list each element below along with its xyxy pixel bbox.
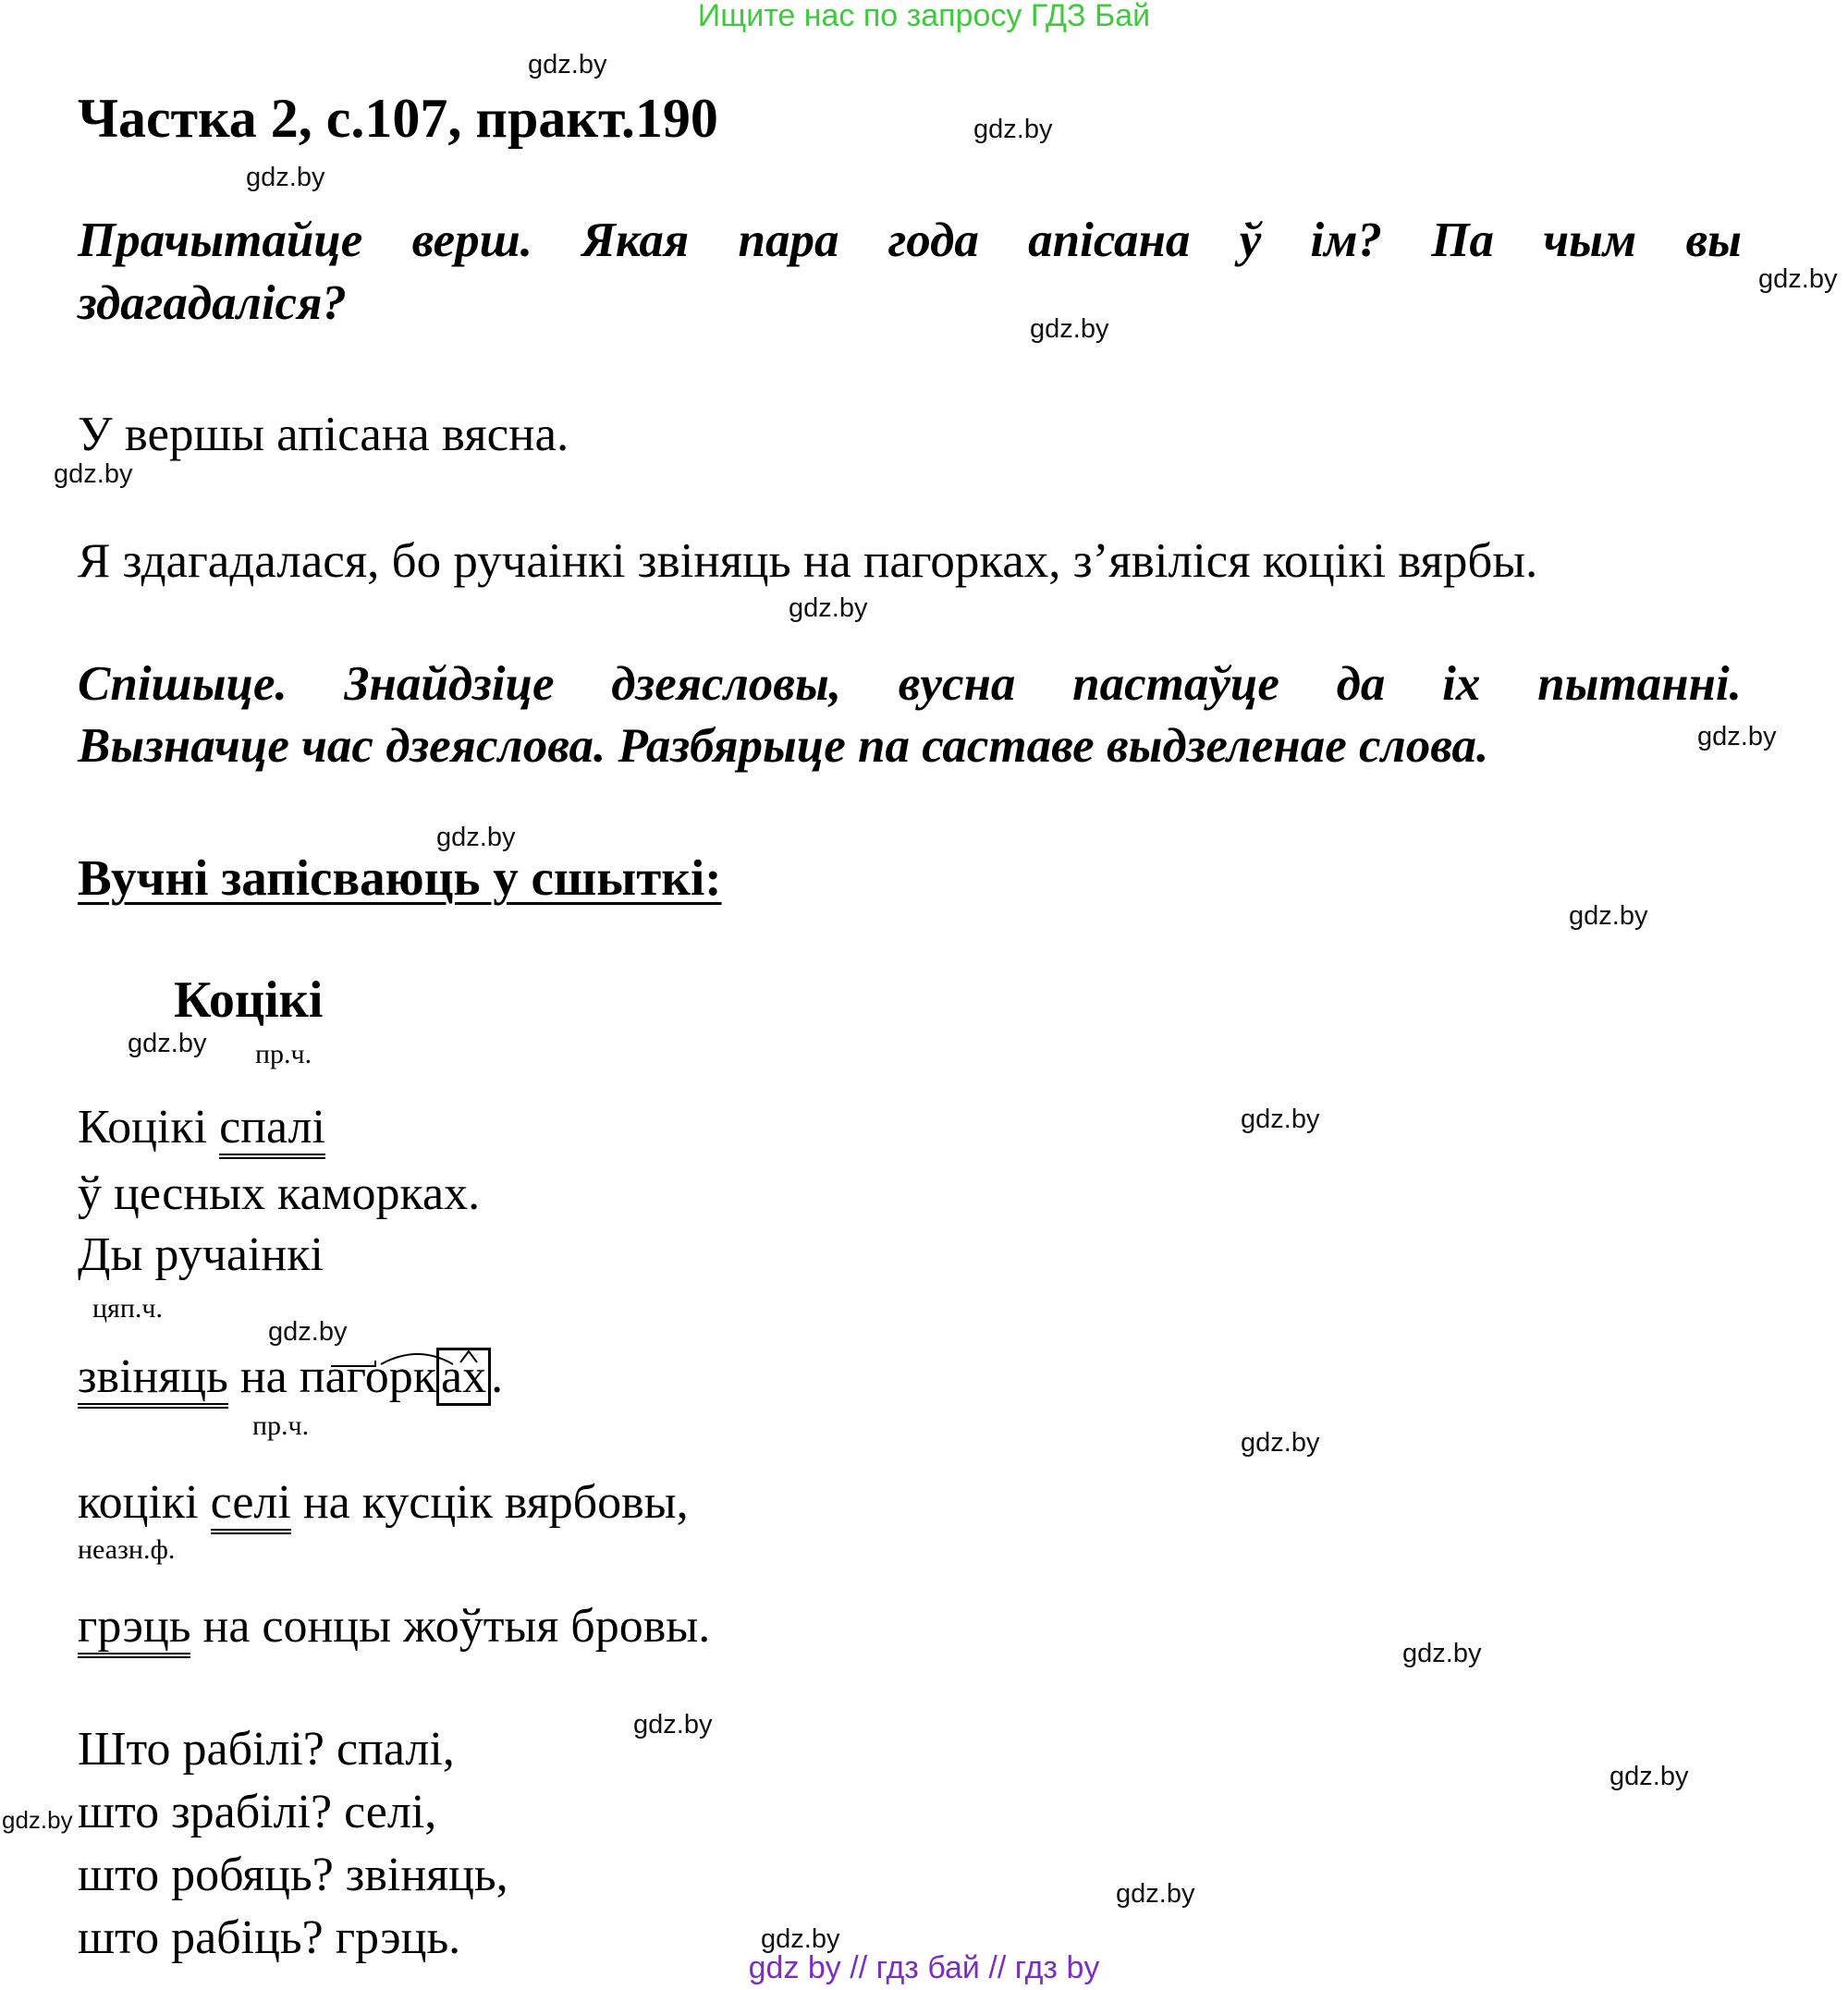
task-2-word: іх bbox=[1442, 657, 1481, 711]
poem-line-3: Ды ручаінкі bbox=[78, 1228, 324, 1281]
task-1-word: Па bbox=[1431, 214, 1495, 267]
form-note: неазн.ф. bbox=[78, 1534, 176, 1565]
task-1-word: Прачытайце bbox=[78, 214, 363, 267]
task-1-word: апісана bbox=[1028, 214, 1191, 267]
watermark: gdz.by bbox=[1758, 264, 1838, 294]
poem-line-6 bbox=[78, 1599, 710, 1658]
watermark: gdz.by bbox=[54, 459, 133, 489]
task-1-word: ім? bbox=[1310, 214, 1383, 267]
watermark: gdz.by bbox=[633, 1710, 713, 1740]
watermark: gdz.by bbox=[789, 593, 868, 623]
question-line: што робяць? звіняць, bbox=[78, 1849, 508, 1901]
task-2-word: пытанні. bbox=[1537, 657, 1742, 711]
watermark: gdz.by bbox=[528, 50, 607, 79]
task-1-word: чым bbox=[1543, 214, 1637, 267]
watermark: gdz.by bbox=[1402, 1639, 1482, 1668]
poem-text: Коцікі bbox=[78, 1101, 220, 1154]
answer-season: У вершы апісана вясна. bbox=[78, 408, 569, 461]
task-2-word: пастаўце bbox=[1072, 657, 1279, 711]
tense-note: пр.ч. bbox=[252, 1410, 310, 1441]
watermark: gdz.by bbox=[1241, 1428, 1320, 1458]
task-1-word: года bbox=[887, 214, 979, 267]
page-title: Частка 2, с.107, практ.190 bbox=[78, 88, 718, 149]
poem-line-1 bbox=[78, 1100, 325, 1159]
tense-note: цяп.ч. bbox=[92, 1293, 163, 1324]
poem-text: . bbox=[491, 1350, 504, 1403]
task-1-line-2: здагадаліся? bbox=[78, 276, 347, 330]
task-2-word: дзеясловы, bbox=[611, 657, 841, 711]
task-2-line-1 bbox=[78, 656, 1742, 712]
question-line: Што рабілі? спалі, bbox=[78, 1723, 455, 1776]
task-2-word: Знайдзіце bbox=[344, 657, 555, 711]
task-2-word: Спішыце. bbox=[78, 657, 288, 711]
task-2-word: вусна bbox=[898, 657, 1016, 711]
watermark: gdz.by bbox=[1116, 1879, 1195, 1909]
watermark: gdz.by bbox=[1030, 314, 1109, 344]
footer-links[interactable]: gdz by // гдз бай // гдз by bbox=[748, 1950, 1100, 1985]
poem-line-5 bbox=[78, 1475, 689, 1534]
tense-note: пр.ч. bbox=[255, 1039, 312, 1069]
poem-title: Коцікі bbox=[174, 971, 324, 1029]
ending-box: ах bbox=[436, 1348, 491, 1406]
watermark: gdz.by bbox=[128, 1029, 207, 1058]
poem-text: на кусцік вярбовы, bbox=[290, 1476, 689, 1529]
answer-reason: Я здагадалася, бо ручаінкі звіняць на пагорках, з’явіліся коцікі вярбы. bbox=[78, 534, 1538, 588]
watermark: gdz.by bbox=[1569, 901, 1648, 931]
watermark: gdz.by bbox=[761, 1924, 840, 1954]
task-1-word: Якая bbox=[581, 214, 690, 267]
poem-line-4 bbox=[78, 1349, 503, 1409]
task-2-line-2: Вызначце час дзеяслова. Разбярыце па саставе выдзеленае слова. bbox=[78, 719, 1489, 773]
verb-underlined: селі bbox=[211, 1477, 291, 1534]
poem-text: коцікі bbox=[78, 1476, 211, 1529]
watermark: gdz.by bbox=[1241, 1105, 1320, 1134]
watermark: gdz.by bbox=[973, 115, 1053, 144]
watermark: gdz.by bbox=[246, 163, 325, 192]
notebook-heading: Вучні запісваюць у сшыткі: bbox=[78, 849, 722, 906]
verb-underlined: грэць bbox=[78, 1601, 190, 1658]
task-1-word: верш. bbox=[411, 214, 533, 267]
task-1-word: пара bbox=[738, 214, 839, 267]
question-line: што рабіць? грэць. bbox=[78, 1911, 461, 1964]
watermark: gdz.by bbox=[268, 1317, 348, 1347]
task-1-word: ў bbox=[1239, 214, 1262, 267]
watermark: gdz.by bbox=[2, 1806, 73, 1834]
top-banner[interactable]: Ищите нас по запросу ГДЗ Бай bbox=[697, 0, 1151, 33]
poem-text: на bbox=[227, 1350, 300, 1403]
verb-underlined: звіняць bbox=[78, 1351, 228, 1409]
watermark: gdz.by bbox=[1609, 1762, 1689, 1791]
parsed-word: пагорк bbox=[299, 1350, 436, 1403]
verb-underlined: спалі bbox=[219, 1102, 325, 1159]
poem-text: на сонцы жоўтыя бровы. bbox=[190, 1600, 711, 1653]
watermark: gdz.by bbox=[1697, 722, 1777, 751]
poem-line-2: ў цесных каморках. bbox=[78, 1167, 481, 1220]
task-1-word: вы bbox=[1685, 214, 1742, 267]
task-2-word: да bbox=[1336, 657, 1386, 711]
watermark: gdz.by bbox=[436, 823, 516, 852]
question-line: што зрабілі? селі, bbox=[78, 1786, 437, 1838]
task-1-line-1 bbox=[78, 213, 1742, 268]
